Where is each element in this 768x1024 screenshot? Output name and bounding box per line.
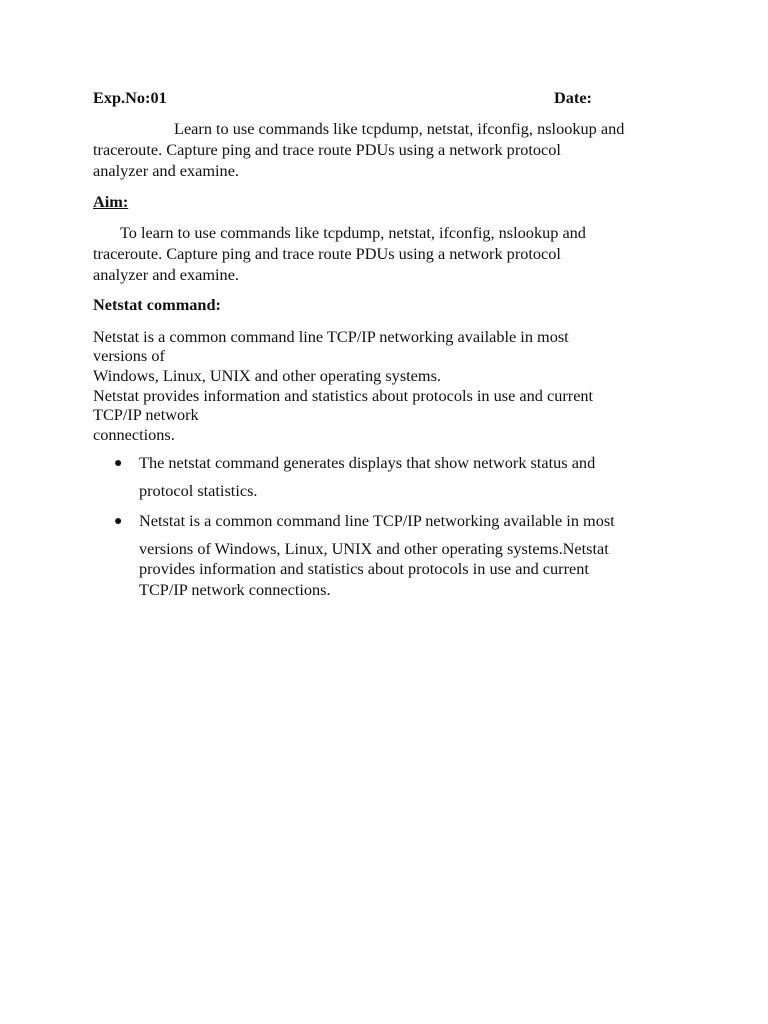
bullet-line: provides information and statistics about protocols in use and current	[139, 559, 589, 578]
intro-line: traceroute. Capture ping and trace route PDUs using a network protocol	[93, 140, 561, 159]
netstat-heading: Netstat command:	[93, 295, 221, 314]
netstat-line: TCP/IP network	[93, 405, 199, 424]
bullet-line: Netstat is a common command line TCP/IP networking available in most	[139, 511, 615, 530]
bullet-marker: ●	[114, 456, 123, 471]
aim-line: traceroute. Capture ping and trace route PDUs using a network protocol	[93, 244, 561, 263]
date-label: Date:	[554, 88, 592, 107]
netstat-line: versions of	[93, 346, 165, 365]
intro-line: Learn to use commands like tcpdump, netstat, ifconfig, nslookup and	[174, 119, 625, 138]
bullet-line: versions of Windows, Linux, UNIX and other operating systems.Netstat	[139, 539, 609, 558]
intro-line: analyzer and examine.	[93, 161, 239, 180]
bullet-marker: ●	[114, 514, 123, 529]
bullet-line: protocol statistics.	[139, 481, 258, 500]
netstat-line: connections.	[93, 425, 175, 444]
exp-no: Exp.No:01	[93, 88, 167, 107]
bullet-line: The netstat command generates displays that show network status and	[139, 453, 596, 472]
bullet-line: TCP/IP network connections.	[139, 580, 331, 599]
netstat-line: Netstat provides information and statistics about protocols in use and current	[93, 386, 594, 405]
aim-heading: Aim:	[93, 192, 129, 211]
aim-line: To learn to use commands like tcpdump, netstat, ifconfig, nslookup and	[120, 223, 586, 242]
netstat-line: Windows, Linux, UNIX and other operating systems.	[93, 366, 441, 385]
netstat-line: Netstat is a common command line TCP/IP networking available in most	[93, 327, 569, 346]
aim-line: analyzer and examine.	[93, 265, 239, 284]
